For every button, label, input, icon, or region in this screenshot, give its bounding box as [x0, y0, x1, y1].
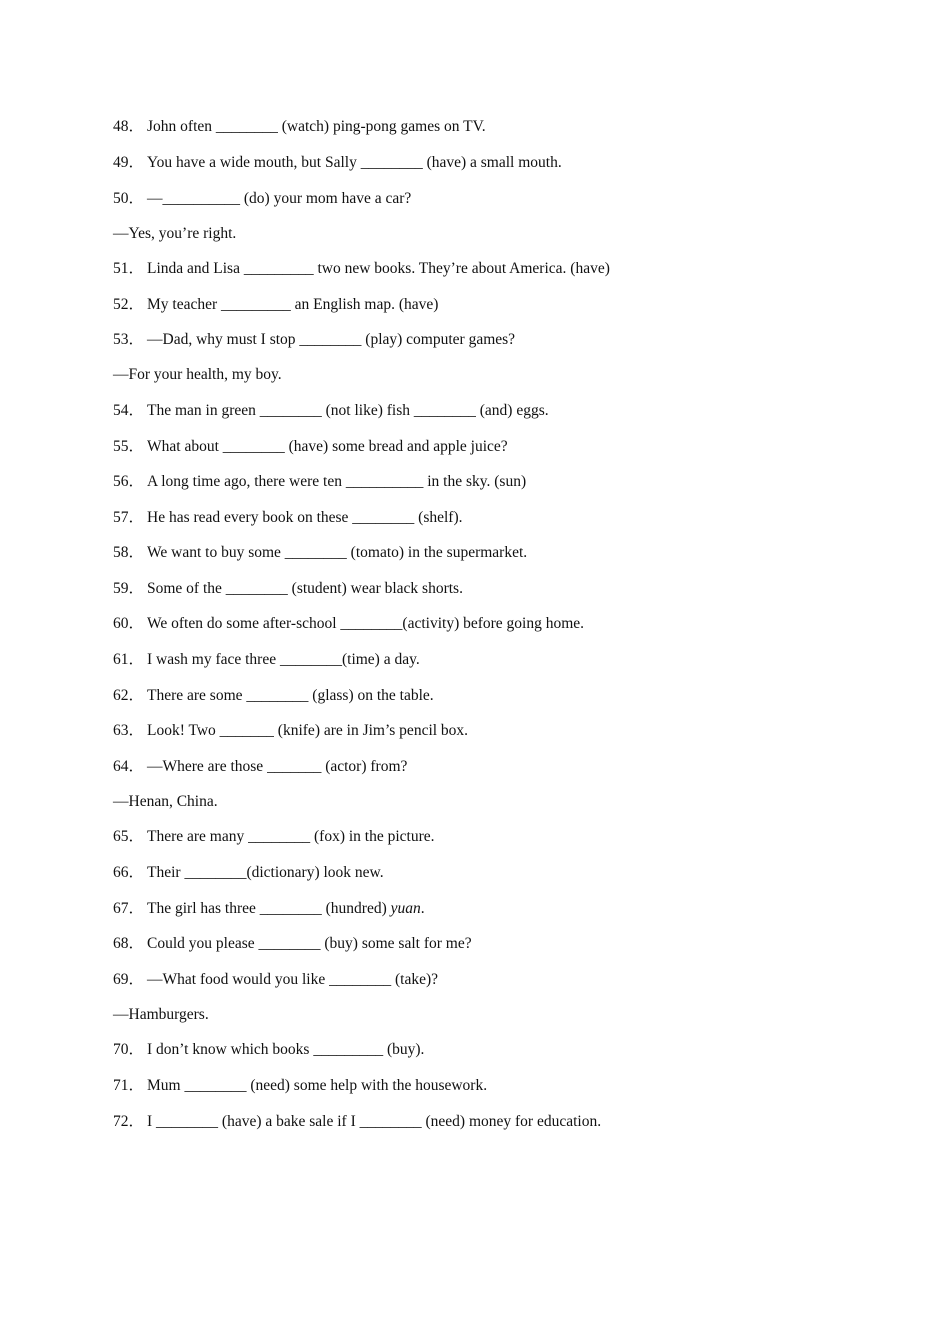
- question-number: 68．: [113, 935, 145, 952]
- question-62: [113, 686, 434, 706]
- answer-line-69: [113, 1005, 209, 1025]
- question-text: A long time ago, there were ten __________ in the sky. (sun): [147, 473, 527, 490]
- question-number: 52．: [113, 296, 145, 313]
- question-number: 49．: [113, 154, 145, 171]
- italic-word: yuan: [390, 900, 421, 917]
- question-text: We want to buy some ________ (tomato) in the supermarket.: [147, 544, 528, 561]
- question-number: 55．: [113, 438, 145, 455]
- dialogue-text: —For your health, my boy.: [113, 366, 282, 383]
- answer-line-64: [113, 792, 218, 812]
- question-51: [113, 259, 610, 279]
- question-number: 51．: [113, 260, 145, 277]
- question-text: There are many ________ (fox) in the picture.: [147, 828, 435, 845]
- question-number: 64．: [113, 758, 145, 775]
- question-71: [113, 1076, 487, 1096]
- question-61: [113, 650, 420, 670]
- question-text-tail: .: [420, 900, 425, 917]
- question-text: Look! Two _______ (knife) are in Jim’s pencil box.: [147, 722, 469, 739]
- question-number: 54．: [113, 402, 145, 419]
- question-68: [113, 934, 472, 954]
- dialogue-text: —Hamburgers.: [113, 1006, 209, 1023]
- question-text: Some of the ________ (student) wear black shorts.: [147, 580, 463, 597]
- question-number: 65．: [113, 828, 145, 845]
- question-52: [113, 295, 438, 315]
- question-text: —Dad, why must I stop ________ (play) computer games?: [147, 331, 516, 348]
- question-50: [113, 189, 411, 209]
- question-text: I wash my face three ________(time) a day.: [147, 651, 420, 668]
- question-67: [113, 899, 425, 919]
- question-text: Their ________(dictionary) look new.: [147, 864, 384, 881]
- question-54: [113, 401, 549, 421]
- question-48: [113, 117, 486, 137]
- question-text: The girl has three ________ (hundred): [147, 900, 391, 917]
- question-text: —Where are those _______ (actor) from?: [147, 758, 408, 775]
- question-number: 63．: [113, 722, 145, 739]
- question-text: What about ________ (have) some bread and apple juice?: [147, 438, 508, 455]
- question-text: There are some ________ (glass) on the table.: [147, 687, 434, 704]
- question-text: My teacher _________ an English map. (have): [147, 296, 439, 313]
- question-49: [113, 153, 562, 173]
- question-58: [113, 543, 527, 563]
- question-69: [113, 970, 438, 990]
- question-number: 48．: [113, 118, 145, 135]
- question-59: [113, 579, 463, 599]
- question-53: [113, 330, 515, 350]
- question-number: 62．: [113, 687, 145, 704]
- question-text: We often do some after-school ________(activity) before going home.: [147, 615, 585, 632]
- dialogue-text: —Henan, China.: [113, 793, 218, 810]
- question-number: 57．: [113, 509, 145, 526]
- answer-line-50: [113, 224, 236, 244]
- question-number: 56．: [113, 473, 145, 490]
- question-text: You have a wide mouth, but Sally ________ (have) a small mouth.: [147, 154, 562, 171]
- question-66: [113, 863, 384, 883]
- question-63: [113, 721, 468, 741]
- question-number: 60．: [113, 615, 145, 632]
- answer-line-53: [113, 365, 282, 385]
- question-56: [113, 472, 526, 492]
- question-text: He has read every book on these ________ (shelf).: [147, 509, 463, 526]
- question-number: 72．: [113, 1113, 145, 1130]
- dialogue-text: —Yes, you’re right.: [113, 225, 237, 242]
- question-72: [113, 1112, 601, 1132]
- question-64: [113, 757, 407, 777]
- question-text: Mum ________ (need) some help with the housework.: [147, 1077, 488, 1094]
- question-number: 58．: [113, 544, 145, 561]
- question-text: —What food would you like ________ (take)?: [147, 971, 438, 988]
- question-number: 69．: [113, 971, 145, 988]
- question-text: The man in green ________ (not like) fish ________ (and) eggs.: [147, 402, 549, 419]
- question-number: 67．: [113, 900, 145, 917]
- question-number: 61．: [113, 651, 145, 668]
- question-number: 53．: [113, 331, 145, 348]
- question-text: I ________ (have) a bake sale if I ________ (need) money for education.: [147, 1113, 602, 1130]
- question-65: [113, 827, 435, 847]
- question-number: 50．: [113, 190, 145, 207]
- question-text: I don’t know which books _________ (buy).: [147, 1041, 425, 1058]
- question-number: 59．: [113, 580, 145, 597]
- question-55: [113, 437, 508, 457]
- question-60: [113, 614, 584, 634]
- question-text: Could you please ________ (buy) some salt for me?: [147, 935, 472, 952]
- question-70: [113, 1040, 424, 1060]
- question-text: Linda and Lisa _________ two new books. They’re about America. (have): [147, 260, 610, 277]
- question-57: [113, 508, 463, 528]
- question-text: John often ________ (watch) ping-pong games on TV.: [147, 118, 486, 135]
- question-text: —__________ (do) your mom have a car?: [147, 190, 412, 207]
- question-number: 70．: [113, 1041, 145, 1058]
- question-number: 66．: [113, 864, 145, 881]
- question-number: 71．: [113, 1077, 145, 1094]
